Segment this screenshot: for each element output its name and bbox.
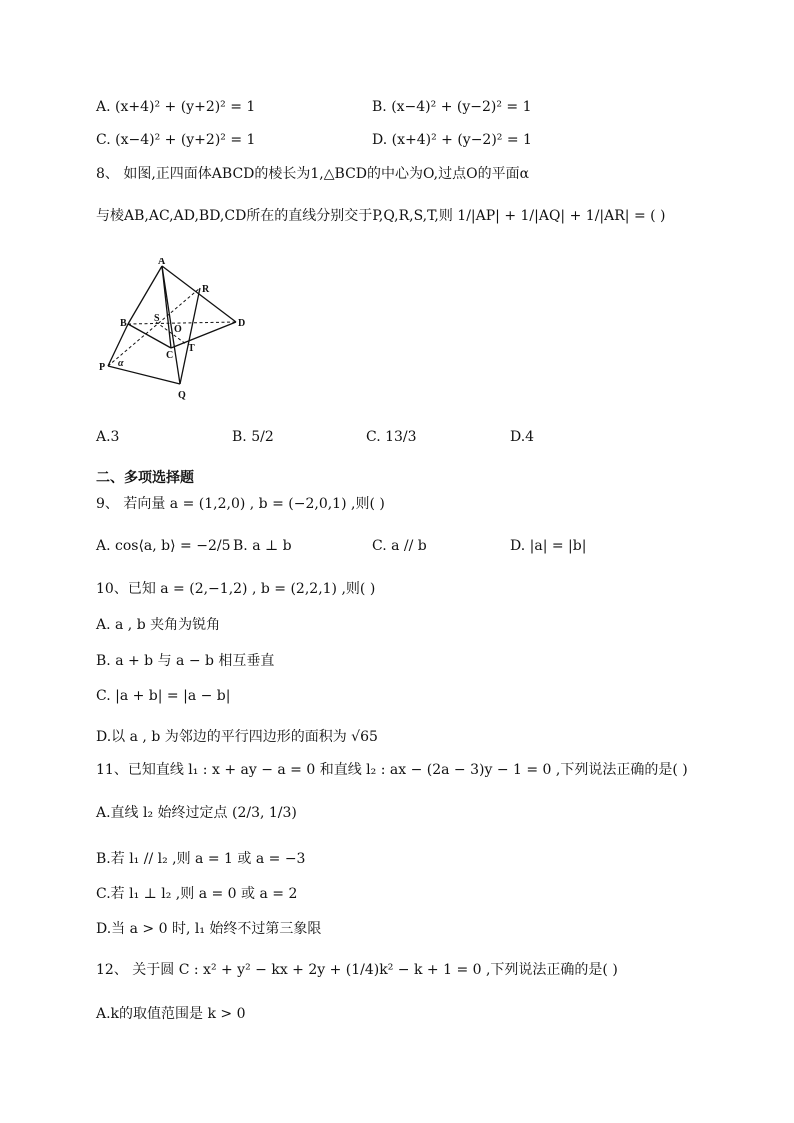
q9-stem: 9、 若向量 a = (1,2,0) , b = (−2,0,1) ,则( )	[96, 496, 385, 512]
q12-stem: 12、 关于圆 C : x² + y² − kx + 2y + (1/4)k² − k + 1 = 0 ,下列说法正确的是( )	[96, 962, 618, 978]
q7-option-a: A. (x+4)² + (y+2)² = 1	[96, 99, 256, 115]
q8-option-d: D.4	[510, 429, 535, 445]
q9-option-a: A. cos⟨a, b⟩ = −2/5	[96, 538, 231, 554]
q10-option-d: D.以 a , b 为邻边的平行四边形的面积为 √65	[96, 729, 378, 745]
label-a: A	[158, 258, 166, 267]
section-heading: 二、多项选择题	[96, 470, 194, 486]
q11-stem: 11、已知直线 l₁ : x + ay − a = 0 和直线 l₂ : ax − (2a − 3)y − 1 = 0 ,下列说法正确的是( )	[96, 762, 688, 778]
label-p: P	[99, 362, 106, 373]
label-c: C	[166, 350, 174, 361]
label-o: O	[174, 324, 182, 335]
label-q: Q	[178, 390, 186, 401]
q9-option-c: C. a // b	[372, 538, 427, 554]
label-s: S	[154, 313, 160, 324]
q11-option-d: D.当 a > 0 时, l₁ 始终不过第三象限	[96, 921, 322, 937]
q8-stem-line1: 8、 如图,正四面体ABCD的棱长为1,△BCD的中心为O,过点O的平面α	[96, 166, 530, 182]
q9-option-b: B. a ⊥ b	[233, 538, 292, 554]
tetrahedron-figure	[96, 258, 256, 408]
label-r: R	[202, 284, 210, 295]
q10-option-c: C. |a + b| = |a − b|	[96, 688, 231, 704]
q7-option-b: B. (x−4)² + (y−2)² = 1	[372, 99, 532, 115]
q8-stem-line2: 与棱AB,AC,AD,BD,CD所在的直线分别交于P,Q,R,S,T,则 1/|AP| + 1/|AQ| + 1/|AR| = ( )	[96, 208, 666, 224]
label-alpha: α	[118, 358, 124, 369]
label-d: D	[238, 318, 246, 329]
label-t: T	[188, 343, 195, 354]
q7-option-d: D. (x+4)² + (y−2)² = 1	[372, 132, 532, 148]
q11-option-a: A.直线 l₂ 始终过定点 (2/3, 1/3)	[96, 805, 297, 821]
q12-option-a: A.k的取值范围是 k > 0	[96, 1006, 246, 1022]
q8-option-b: B. 5/2	[232, 429, 274, 445]
q11-option-c: C.若 l₁ ⊥ l₂ ,则 a = 0 或 a = 2	[96, 886, 298, 902]
q7-option-c: C. (x−4)² + (y+2)² = 1	[96, 132, 256, 148]
q10-option-b: B. a + b 与 a − b 相互垂直	[96, 653, 275, 669]
q8-option-a: A.3	[96, 429, 120, 445]
q10-option-a: A. a , b 夹角为锐角	[96, 617, 221, 633]
q9-option-d: D. |a| = |b|	[510, 538, 587, 554]
q10-stem: 10、已知 a = (2,−1,2) , b = (2,2,1) ,则( )	[96, 581, 376, 597]
q11-option-b: B.若 l₁ // l₂ ,则 a = 1 或 a = −3	[96, 851, 306, 867]
label-b: B	[120, 318, 127, 329]
q8-option-c: C. 13/3	[366, 429, 417, 445]
